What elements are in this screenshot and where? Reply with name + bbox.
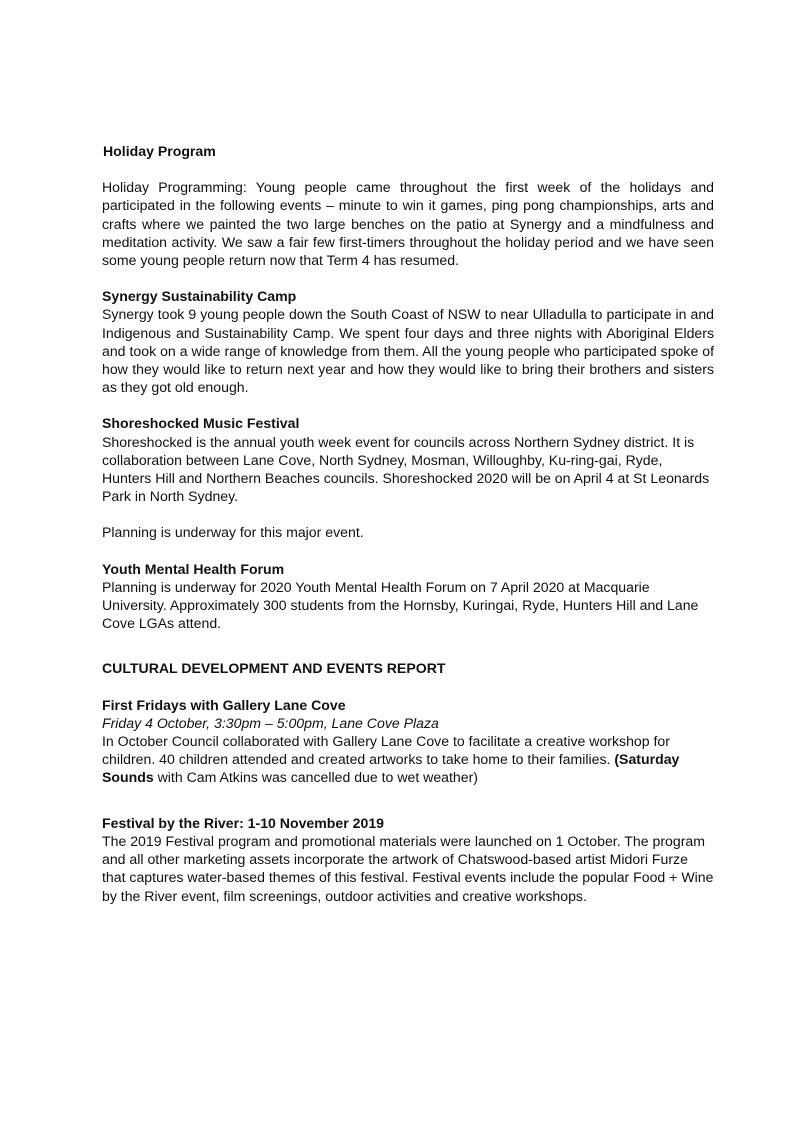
holiday-program-heading: Holiday Program (103, 143, 216, 159)
mental-health-forum-heading: Youth Mental Health Forum (102, 560, 285, 577)
holiday-program-body: Holiday Programming: Young people came throughout the first week of the holidays and participated in the following events – minute to win it games, ping pong championships, arts and crafts where we painted the two large benches on the patio at Synergy and a mindfulness and meditation activity. We saw a fair few first-timers throughout the holiday period and we have seen some young people return now that Term 4 has resumed. (102, 179, 714, 269)
first-fridays-tail: with Cam Atkins was cancelled due to wet weather) (153, 769, 478, 786)
festival-by-the-river-body: The 2019 Festival program and promotional materials were launched on 1 October. The program and all other marketing assets incorporate the artwork of Chatswood-based artist Midori Furze that captures water-based themes of this festival. Festival events include the popular Food + Wine by the River event, film screenings, outdoor activities and creative workshops. (102, 832, 714, 904)
shoreshocked-body: Shoreshocked is the annual youth week event for councils across Northern Sydney district. It is collaboration between Lane Cove, North Sydney, Mosman, Willoughby, Ku-ring-gai, Ryde, Hunters Hill and Northern Beaches councils. Shoreshocked 2020 will be on April 4 at St Leonards Park in North Sydney. (102, 433, 710, 505)
first-fridays-date: Friday 4 October, 3:30pm – 5:00pm, Lane Cove Plaza (102, 714, 439, 731)
sustainability-camp-heading: Synergy Sustainability Camp (102, 288, 297, 305)
document-page (102, 142, 714, 905)
shoreshocked-heading: Shoreshocked Music Festival (102, 415, 300, 432)
cultural-report-heading: CULTURAL DEVELOPMENT AND EVENTS REPORT (102, 660, 446, 677)
mental-health-forum-body: Planning is underway for 2020 Youth Mental Health Forum on 7 April 2020 at Macquarie University. Approximately 300 students from the Hornsby, Kuringai, Ryde, Hunters Hill and Lane Cove LGAs attend. (102, 578, 699, 632)
first-fridays-heading: First Fridays with Gallery Lane Cove (102, 696, 346, 713)
shoreshocked-note: Planning is underway for this major event. (102, 524, 364, 541)
first-fridays-body (102, 732, 714, 787)
first-fridays-text: In October Council collaborated with Gallery Lane Cove to facilitate a creative workshop for children. 40 children attended and created artworks to take home to their families. (102, 733, 670, 768)
saturday-sounds-label: (Saturday Sounds (102, 751, 680, 786)
sustainability-camp-body: Synergy took 9 young people down the South Coast of NSW to near Ulladulla to participate in and Indigenous and Sustainability Camp. We spent four days and three nights with Aboriginal Elders and took on a wide range of knowledge from them. All the young people who participated spoke of how they would like to return next year and how they would like to bring their brothers and sisters as they got old enough. (102, 306, 714, 396)
festival-by-the-river-heading: Festival by the River: 1-10 November 2019 (102, 814, 385, 831)
